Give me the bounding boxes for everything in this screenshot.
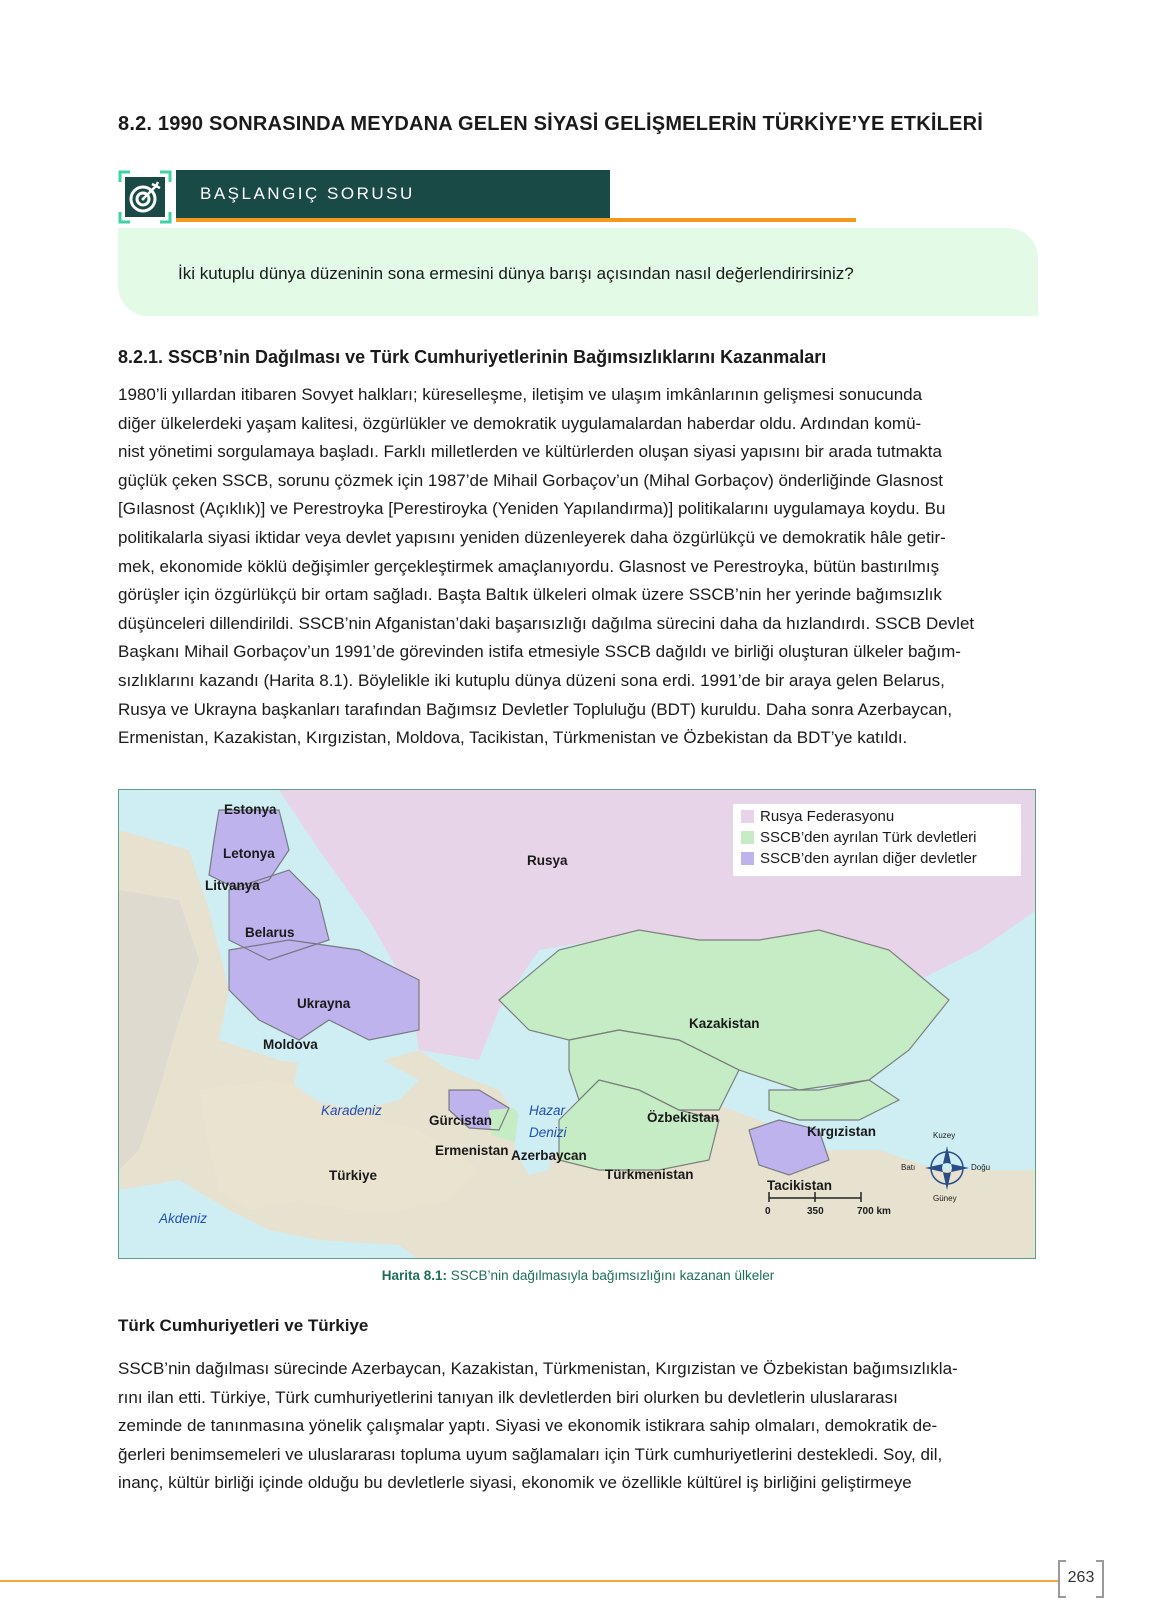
body-line: görüşler için özgürlükçü bir ortam sağladı. Başta Baltık ülkeleri olmak üzere SSCB’nin her yerinde bağımsızlık [118, 585, 942, 605]
bracket-left [1058, 1560, 1066, 1598]
label-estonya: Estonya [224, 802, 277, 817]
label-akdeniz: Akdeniz [159, 1211, 208, 1226]
legend-swatch [741, 831, 754, 844]
body-line: nist yönetimi sorgulamaya başladı. Farklı milletlerden ve kültürlerden oluşan siyasi yapısını bir arada tutmakta [118, 442, 942, 462]
legend-item [741, 808, 894, 825]
label-turkiye: Türkiye [329, 1168, 378, 1183]
label-ozbekistan: Özbekistan [647, 1110, 720, 1125]
scale-label: 350 [807, 1206, 824, 1217]
body-line: Ermenistan, Kazakistan, Kırgızistan, Moldova, Tacikistan, Türkmenistan ve Özbekistan da BDT’ye katıldı. [118, 728, 908, 748]
scale-label: 0 [765, 1206, 771, 1217]
compass-north: Kuzey [933, 1131, 956, 1140]
body-line: düşünceleri dillendirildi. SSCB’nin Afganistan’daki başarısızlığı dağılma sürecini daha da hızlandırdı. SSCB Devlet [118, 613, 975, 633]
legend-label: Rusya Federasyonu [760, 808, 895, 825]
subsection-heading: Türk Cumhuriyetleri ve Türkiye [118, 1316, 369, 1335]
section-banner: BAŞLANGIÇ SORUSU [176, 170, 610, 218]
legend-item [741, 829, 977, 846]
section-body [118, 381, 1038, 753]
banner-underline [176, 218, 856, 222]
label-denizi: Denizi [529, 1125, 567, 1140]
body-line: [Gılasnost (Açıklık)] ve Perestroyka [Perestiroyka (Yeniden Yapılandırma)] politikalarını uygulamaya koydu. Bu [118, 499, 946, 519]
label-tacikistan: Tacikistan [767, 1178, 833, 1193]
scale-label: 700 km [857, 1206, 891, 1217]
label-kirgizistan: Kırgızistan [807, 1124, 877, 1139]
legend-label: SSCB’den ayrılan Türk devletleri [760, 829, 977, 846]
body-line: rını ilan etti. Türkiye, Türk cumhuriyetlerini tanıyan ilk devletlerden biri olurken bu devletlerin uluslararası [118, 1387, 898, 1407]
label-ermenistan: Ermenistan [435, 1143, 509, 1158]
compass-south: Güney [933, 1194, 957, 1203]
body-line: Başkanı Mihail Gorbaçov’un 1991’de görevinden istifa etmesiyle SSCB dağıldı ve birliği oluşturan ülkeler bağım- [118, 642, 961, 662]
page-number-text: 263 [1067, 1569, 1095, 1586]
map-caption [118, 1268, 1038, 1283]
compass-east: Doğu [971, 1163, 991, 1172]
legend-swatch [741, 810, 754, 823]
label-karadeniz: Karadeniz [321, 1103, 382, 1118]
body-line: inanç, kültür birliği içinde olduğu bu devletlerle siyasi, ekonomik ve özellikle kültürel iş birliğini geliştirmeye [118, 1473, 912, 1493]
target-icon [118, 170, 172, 224]
body-line: SSCB’nin dağılması sürecinde Azerbaycan, Kazakistan, Türkmenistan, Kırgızistan ve Özbekistan bağımsızlıkla- [118, 1359, 958, 1378]
body-line: diğer ülkelerdeki yaşam kalitesi, özgürlükler ve demokratik uygulamalardan haberdar oldu. Ardından komü- [118, 413, 922, 433]
legend-item [741, 850, 977, 867]
body-line: politikalarla siyasi iktidar veya devlet yapısını yeniden düzenleyerek daha özgürlükçü ve demokratik hâle getir- [118, 527, 946, 547]
legend-label: SSCB’den ayrılan diğer devletler [760, 850, 977, 867]
body-line: güçlük çeken SSCB, sorunu çözmek için 1987’de Mihail Gorbaçov’un (Mihal Gorbaçov) önderliğinde Glasnost [118, 470, 943, 490]
map-figure [118, 789, 1036, 1259]
subsection-body [118, 1355, 1038, 1498]
label-litvanya: Litvanya [205, 878, 260, 893]
legend-swatch [741, 852, 754, 865]
caption-label: Harita 8.1: [381, 1268, 448, 1283]
label-moldova: Moldova [263, 1037, 318, 1052]
body-line: mek, ekonomide köklü değişimler gerçekleştirmek amaçlanıyordu. Glasnost ve Perestroyka, bütün bastırılmış [118, 556, 940, 576]
bracket-right [1096, 1560, 1104, 1598]
label-belarus: Belarus [245, 925, 295, 940]
label-ukrayna: Ukrayna [297, 996, 351, 1011]
body-line: zeminde de tanınmasına yönelik çalışmalar yaptı. Siyasi ve ekonomik istikrara sahip olmaları, demokratik de- [118, 1416, 938, 1436]
section-heading: 8.2.1. SSCB’nin Dağılması ve Türk Cumhuriyetlerinin Bağımsızlıklarını Kazanmaları [118, 347, 827, 367]
body-line: sızlıklarını kazandı (Harita 8.1). Böylelikle iki kutuplu dünya düzeni sona erdi. 1991’de bir araya gelen Belarus, [118, 670, 945, 690]
body-line: Rusya ve Ukrayna başkanları tarafından Bağımsız Devletler Topluluğu (BDT) kuruldu. Daha sonra Azerbaycan, [118, 699, 953, 719]
label-letonya: Letonya [223, 846, 275, 861]
compass-west: Batı [901, 1163, 916, 1172]
map-legend [733, 804, 1021, 876]
page-number [1058, 1560, 1104, 1596]
caption-text: SSCB’nin dağılmasıyla bağımsızlığını kazanan ülkeler [447, 1268, 775, 1283]
body-line: 1980’li yıllardan itibaren Sovyet halkları; küreselleşme, iletişim ve ulaşım imkânlarının gelişmesi sonucunda [118, 385, 923, 404]
body-line: ğerleri benimsemeleri ve uluslararası topluma uyum sağlamaları için Türk cumhuriyetlerini destekledi. Soy, dil, [118, 1444, 943, 1464]
starting-question: İki kutuplu dünya düzeninin sona ermesini dünya barışı açısından nasıl değerlendirirsiniz? [178, 264, 854, 283]
footer-rule [0, 1580, 1060, 1582]
label-hazar: Hazar [529, 1103, 566, 1118]
label-gurcistan: Gürcistan [429, 1113, 493, 1128]
label-kazakistan: Kazakistan [689, 1016, 760, 1031]
label-turkmenistan: Türkmenistan [605, 1167, 694, 1182]
page-title: 8.2. 1990 SONRASINDA MEYDANA GELEN SİYASİ GELİŞMELERİN TÜRKİYE’YE ETKİLERİ [118, 113, 983, 135]
label-azerbaycan: Azerbaycan [511, 1148, 587, 1163]
label-rusya: Rusya [527, 853, 568, 868]
